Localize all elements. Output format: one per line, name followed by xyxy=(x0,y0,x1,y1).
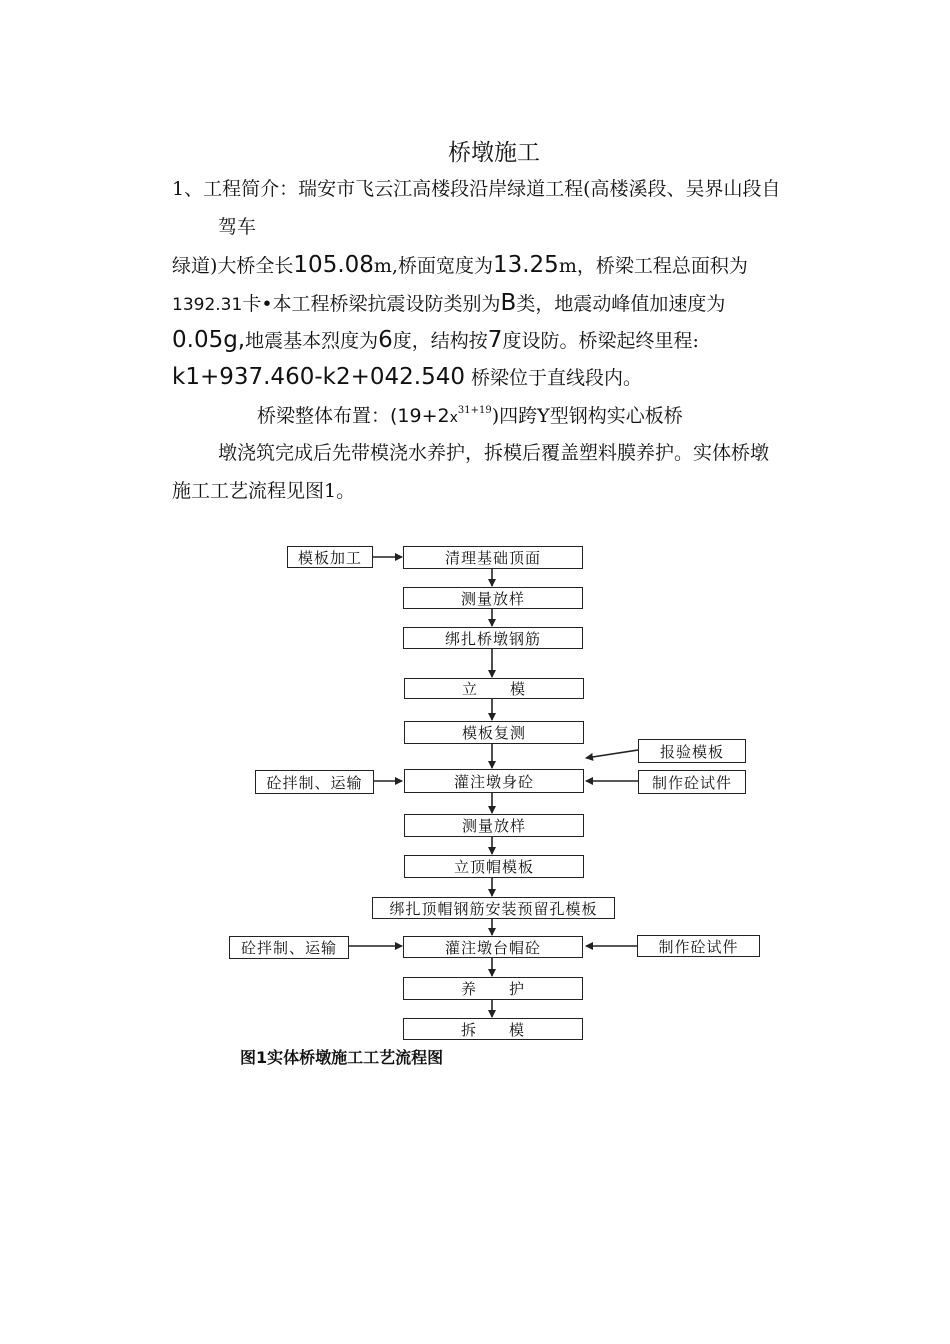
basic-intensity: 6 xyxy=(378,327,393,353)
bridge-length: 105.08 xyxy=(293,252,374,278)
step-tie-pier-rebar: 绑扎桥墩钢筋 xyxy=(403,627,583,649)
text-span: 地震基本烈度为 xyxy=(245,330,379,352)
side-concrete-sample-2: 制作砼试件 xyxy=(637,935,760,957)
deck-width: 13.25 xyxy=(492,252,559,278)
step-pour-cap: 灌注墩台帽砼 xyxy=(403,936,583,958)
side-concrete-sample-1: 制作砼试件 xyxy=(638,770,746,794)
text-span: 卡•本工程桥梁抗震设防类别为 xyxy=(242,293,501,315)
text-span: 桥梁位于直线段内。 xyxy=(471,367,643,389)
peak-acceleration: 0.05g, xyxy=(172,327,246,353)
process-line-2: 施工工艺流程见图1。 xyxy=(172,480,356,502)
process-line-1: 墩浇筑完成后先带模浇水养护，拆模后覆盖塑料膜养护。实体桥墩 xyxy=(218,442,770,464)
page-title: 桥墩施工 xyxy=(448,140,540,166)
step-survey-2: 测量放样 xyxy=(404,814,584,837)
text-span: 桥梁整体布置： xyxy=(257,405,391,427)
step-formwork: 立 模 xyxy=(404,678,584,699)
step-formwork-recheck: 模板复测 xyxy=(404,721,584,744)
intro-line-2: 驾车 xyxy=(218,216,257,238)
text-span: m,桥面宽度为 xyxy=(373,255,493,277)
step-remove-formwork: 拆 模 xyxy=(403,1018,583,1040)
text-span: 四跨Y型钢构实心板桥 xyxy=(499,405,683,427)
design-intensity: 7 xyxy=(487,327,503,353)
intro-line1-text: 瑞安市飞云江高楼段沿岸绿道工程(高楼溪段、吴界山段自 xyxy=(298,178,781,200)
text-span: m，桥梁工程总面积为 xyxy=(558,255,748,277)
figure-caption: 图1实体桥墩施工工艺流程图 xyxy=(240,1048,444,1067)
text-span: 绿道)大桥全长 xyxy=(172,255,294,277)
step-cap-formwork: 立顶帽模板 xyxy=(404,855,584,878)
arrow-inspection xyxy=(586,750,638,758)
side-concrete-mixing-2: 砼拌制、运输 xyxy=(229,936,349,959)
text-span: 度，结构按 xyxy=(392,330,488,352)
side-concrete-mixing-1: 砼拌制、运输 xyxy=(255,770,374,794)
step-clean-foundation: 清理基础顶面 xyxy=(403,546,583,569)
step-cap-rebar-holes: 绑扎顶帽钢筋安装预留孔模板 xyxy=(372,897,615,919)
side-formwork-inspection: 报验模板 xyxy=(638,739,746,763)
text-span: 度设防。桥梁起终里程: xyxy=(502,330,699,352)
mileage: k1+937.460-k2+042.540 xyxy=(172,364,465,390)
total-area: 1392.31 xyxy=(172,295,243,315)
intro-heading: 1、工程简介： xyxy=(172,178,299,200)
step-curing: 养 护 xyxy=(403,977,583,1000)
formula-close: ) xyxy=(491,405,500,427)
formula-superscript: 31+19 xyxy=(457,405,492,416)
step-pour-pier-body: 灌注墩身砼 xyxy=(404,769,584,793)
seismic-category: B xyxy=(500,290,517,316)
step-survey-1: 测量放样 xyxy=(403,587,583,609)
formula-x: x xyxy=(449,410,458,426)
text-span: 类，地震动峰值加速度为 xyxy=(516,293,726,315)
side-formwork-processing: 模板加工 xyxy=(287,546,373,568)
formula-open: (19+2 xyxy=(390,405,450,427)
